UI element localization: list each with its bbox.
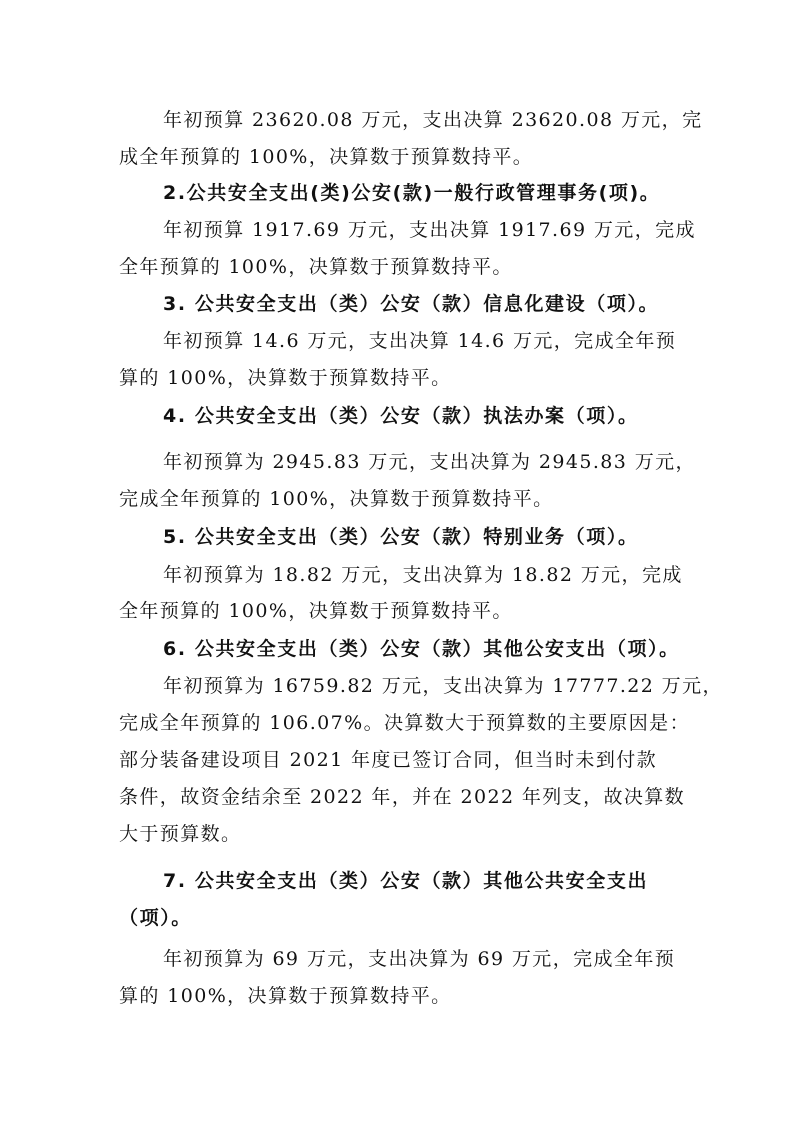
paragraph-7-line-1: 年初预算为 69 万元，支出决算为 69 万元，完成全年预 <box>163 948 676 970</box>
section-heading-7-line-2: （项）。 <box>119 907 192 929</box>
paragraph-1-line-1: 年初预算 23620.08 万元，支出决算 23620.08 万元，完 <box>163 109 703 131</box>
section-heading-7-line-1: 7. 公共安全支出（类）公安（款）其他公共安全支出 <box>163 870 649 892</box>
paragraph-3-line-2: 算的 100%，决算数于预算数持平。 <box>119 367 452 389</box>
paragraph-7-line-2: 算的 100%，决算数于预算数持平。 <box>119 985 452 1007</box>
section-heading-5: 5. 公共安全支出（类）公安（款）特别业务（项）。 <box>163 526 639 548</box>
paragraph-4-line-2: 完成全年预算的 100%，决算数于预算数持平。 <box>119 488 554 510</box>
paragraph-6-line-4: 条件，故资金结余至 2022 年，并在 2022 年列支，故决算数 <box>119 786 686 808</box>
paragraph-2-line-1: 年初预算 1917.69 万元，支出决算 1917.69 万元，完成 <box>163 219 696 241</box>
section-heading-4: 4. 公共安全支出（类）公安（款）执法办案（项）。 <box>163 405 639 427</box>
paragraph-6-line-2: 完成全年预算的 106.07%。决算数大于预算数的主要原因是： <box>119 712 690 734</box>
paragraph-6-line-3: 部分装备建设项目 2021 年度已签订合同，但当时未到付款 <box>119 749 658 771</box>
paragraph-6-line-1: 年初预算为 16759.82 万元，支出决算为 17777.22 万元， <box>163 675 723 697</box>
paragraph-1-line-2: 成全年预算的 100%，决算数于预算数持平。 <box>119 146 534 168</box>
paragraph-5-line-1: 年初预算为 18.82 万元，支出决算为 18.82 万元，完成 <box>163 564 683 586</box>
section-heading-2: 2.公共安全支出(类)公安(款)一般行政管理事务(项)。 <box>163 182 661 204</box>
section-heading-3: 3. 公共安全支出（类）公安（款）信息化建设（项）。 <box>163 293 660 315</box>
paragraph-6-line-5: 大于预算数。 <box>119 823 242 845</box>
paragraph-4-line-1: 年初预算为 2945.83 万元，支出决算为 2945.83 万元， <box>163 451 696 473</box>
paragraph-3-line-1: 年初预算 14.6 万元，支出决算 14.6 万元，完成全年预 <box>163 330 677 352</box>
paragraph-5-line-2: 全年预算的 100%，决算数于预算数持平。 <box>119 600 513 622</box>
paragraph-2-line-2: 全年预算的 100%，决算数于预算数持平。 <box>119 256 513 278</box>
section-heading-6: 6. 公共安全支出（类）公安（款）其他公安支出（项）。 <box>163 638 680 660</box>
